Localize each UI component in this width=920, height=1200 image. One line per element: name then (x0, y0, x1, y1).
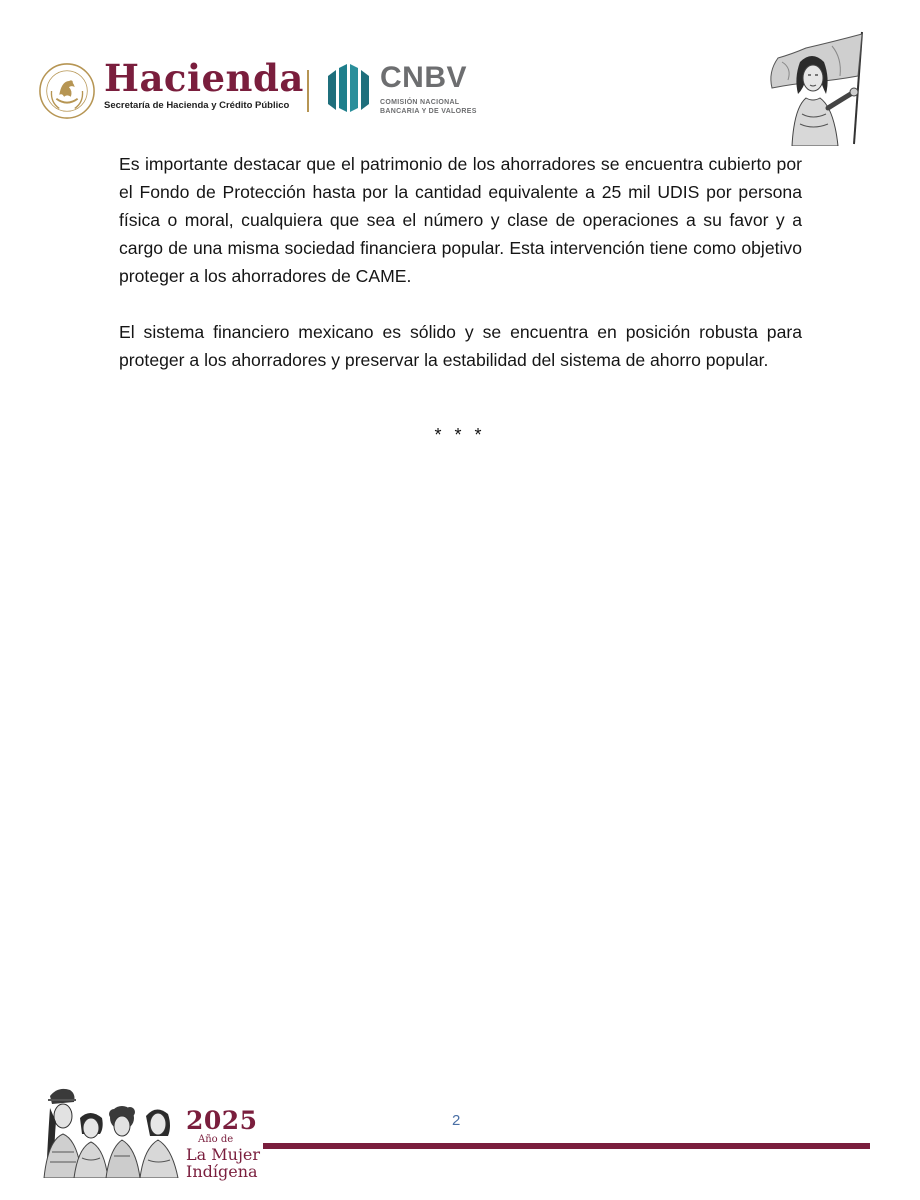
year-logo (186, 1108, 260, 1180)
indigenous-women-illustration (40, 1086, 182, 1178)
paragraph-sistema-financiero: El sistema financiero mexicano es sólido y se encuentra en posición robusta para proteger a los ahorradores y preservar la estabilidad del sistema de ahorro popular. (119, 322, 802, 370)
year-line-1: Año de (198, 1134, 234, 1145)
paragraph-fondo-proteccion: Es importante destacar que el patrimonio de los ahorradores se encuentra cubierto por el Fondo de Protección hasta por la cantidad equivalente a 25 mil UDIS por persona física o moral, cualquiera que sea el número y clase de operaciones a su favor y a cargo de una misma sociedad financiera popular. Esta intervención tiene como objetivo proteger a los ahorradores de CAME. (119, 154, 802, 286)
hacienda-title: Hacienda (104, 56, 304, 100)
year-line-2: La Mujer (186, 1145, 261, 1164)
hacienda-subtitle: Secretaría de Hacienda y Crédito Público (104, 100, 290, 111)
logo-divider (307, 70, 309, 112)
year-line-3: Indígena (186, 1162, 258, 1181)
section-separator: * * * (434, 425, 486, 445)
cnbv-logo-icon (326, 62, 374, 114)
year-number: 2025 (186, 1106, 258, 1135)
cnbv-title: CNBV (380, 61, 468, 94)
document-body (119, 150, 802, 402)
woman-with-flag-illustration (762, 28, 872, 146)
hacienda-logo (104, 58, 304, 111)
page-header (0, 0, 920, 150)
cnbv-subtitle-line2: BANCARIA Y DE VALORES (380, 108, 477, 115)
footer-rule (263, 1143, 870, 1149)
coat-of-arms-seal-icon (38, 62, 96, 120)
cnbv-subtitle-line1: COMISIÓN NACIONAL (380, 99, 460, 106)
cnbv-logo (380, 62, 477, 116)
page-number: 2 (452, 1112, 461, 1129)
